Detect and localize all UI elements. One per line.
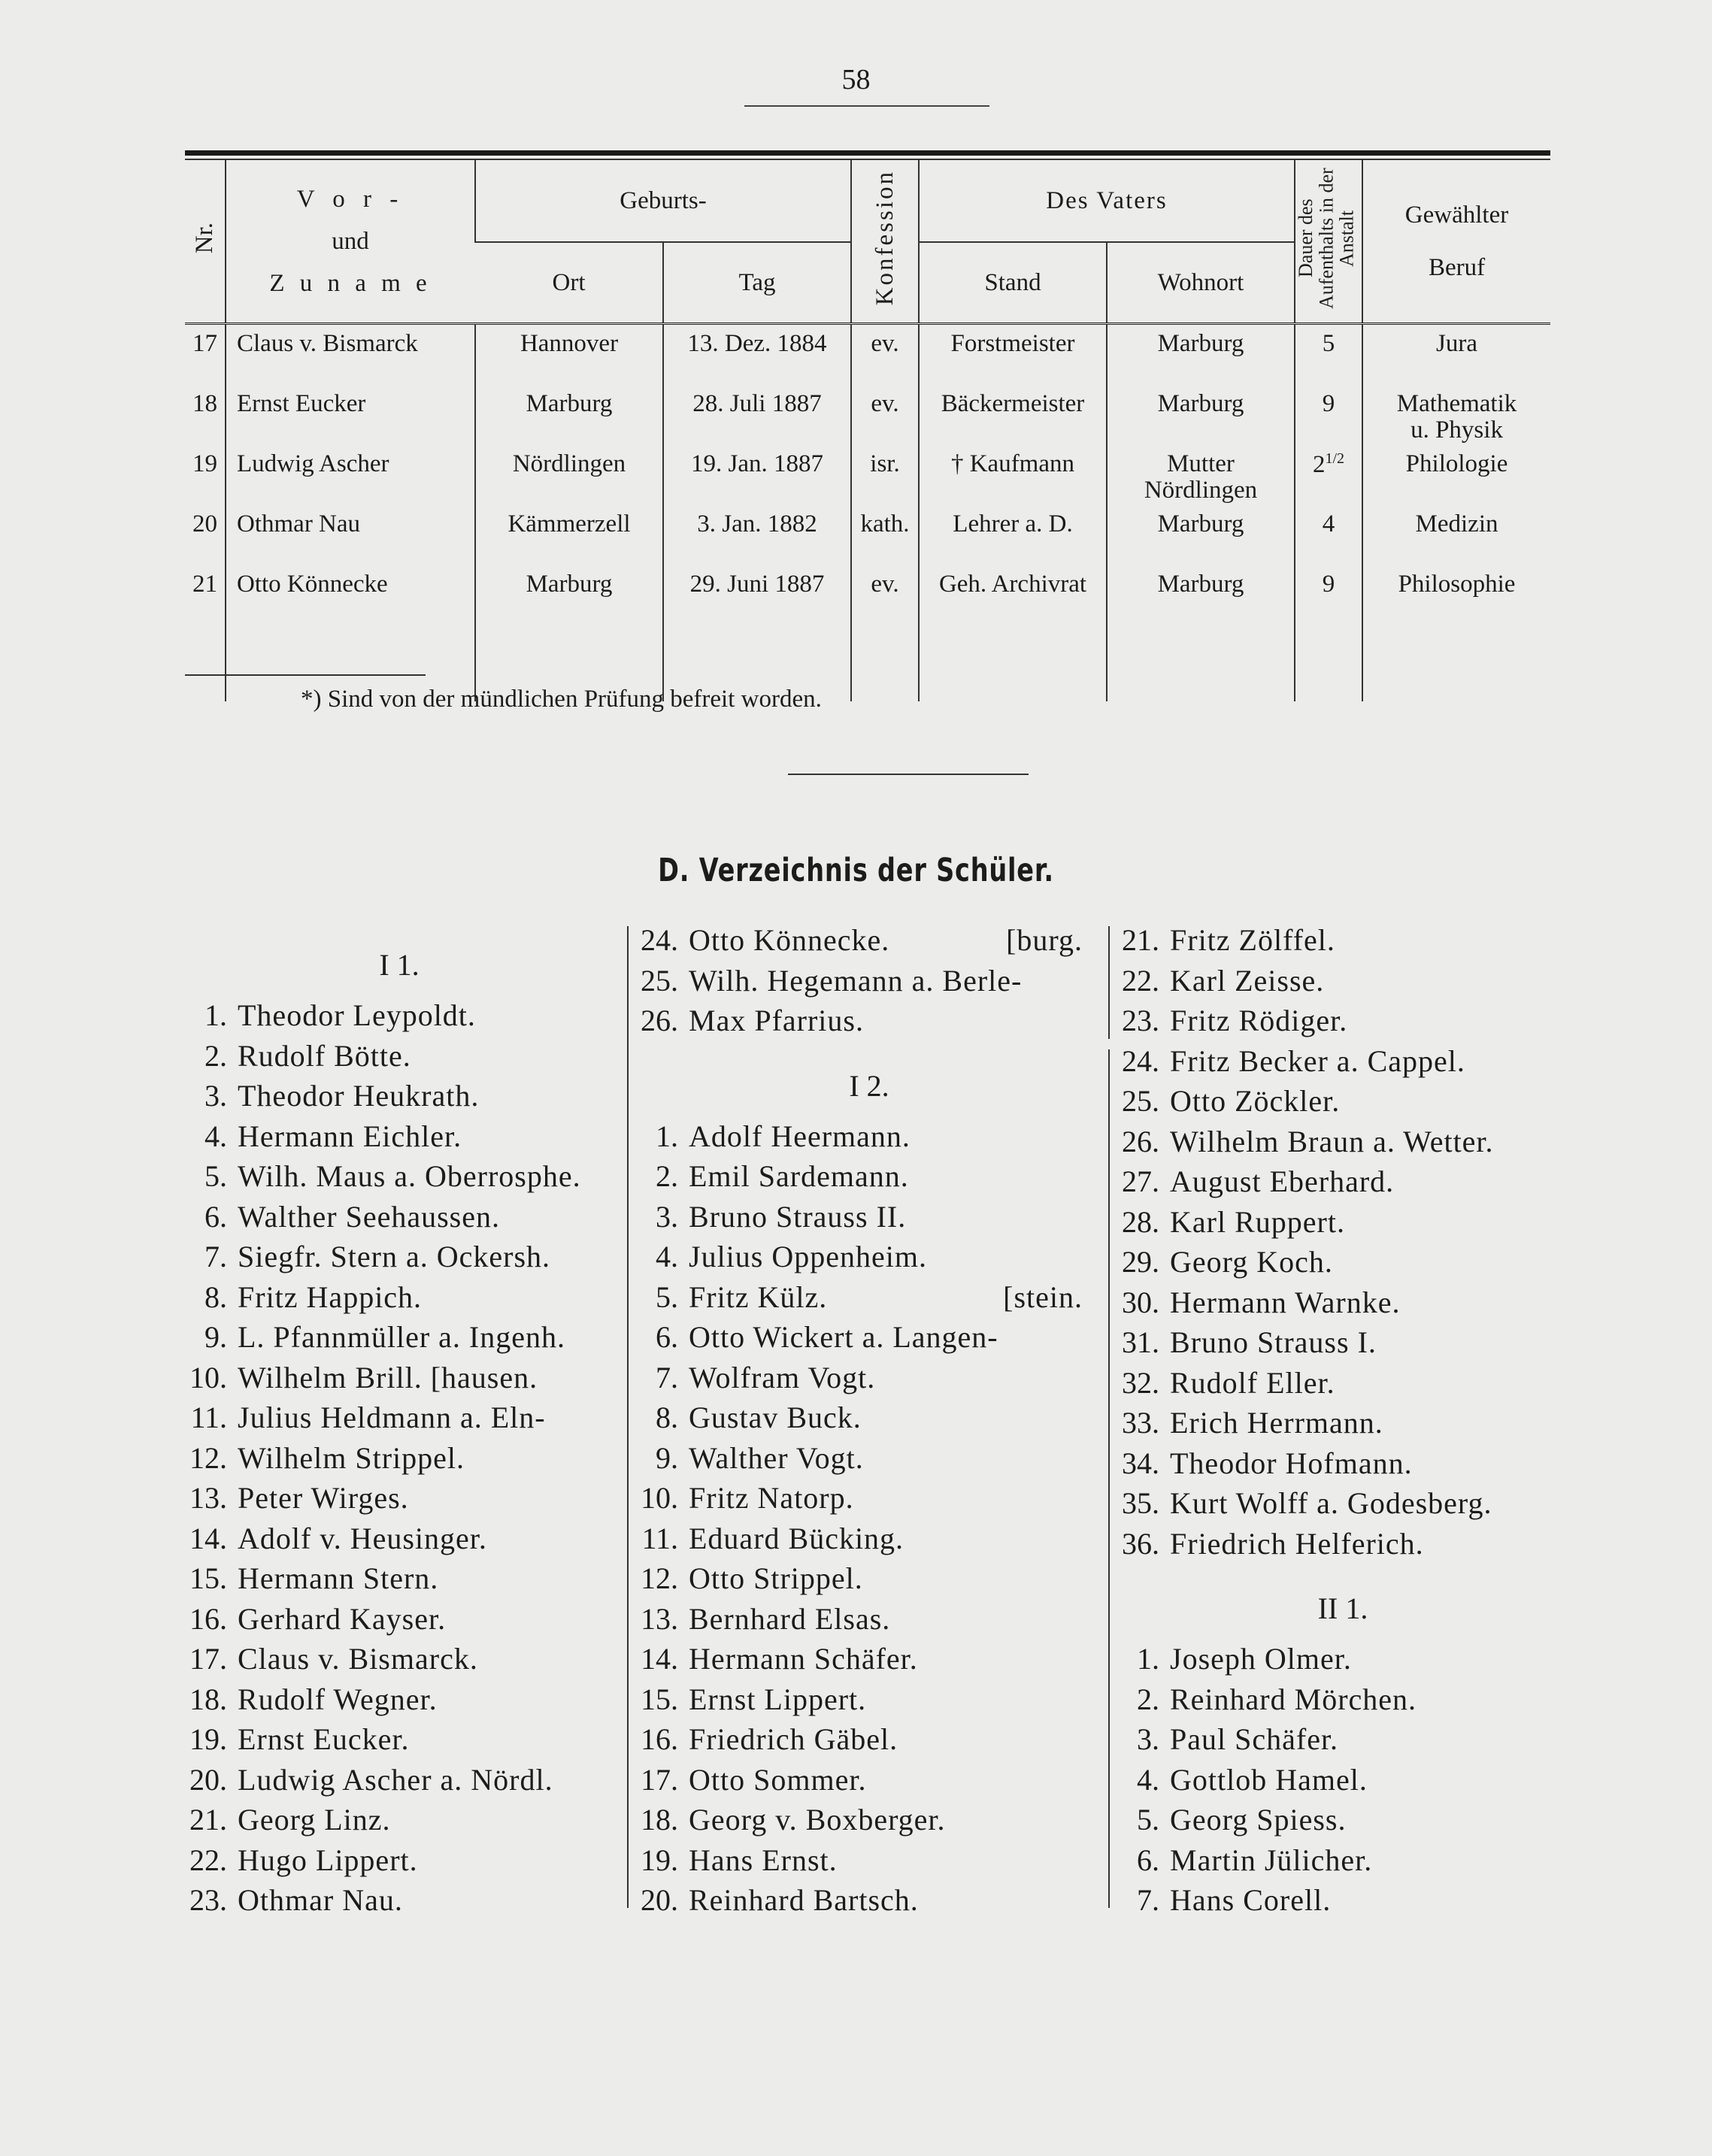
list-item [1110, 1760, 1576, 1800]
entry-number: 18. [641, 1803, 678, 1837]
entry-number: 17. [189, 1642, 227, 1676]
cell-wohnort: Marburg [1107, 324, 1295, 386]
entry-number: 19. [189, 1722, 227, 1756]
dauer-fraction: 1/2 [1325, 450, 1345, 467]
list-item [1110, 1322, 1576, 1363]
entry-number: 2. [656, 1159, 678, 1193]
student-name: Bernhard Elsas. [689, 1601, 891, 1636]
cell-dauer: 9 [1295, 385, 1362, 445]
student-name: Fritz Külz. [stein. [689, 1277, 1110, 1318]
entry-number: 18. [189, 1682, 227, 1716]
list-item [1110, 1524, 1576, 1564]
student-name: Rudolf Wegner. [238, 1682, 438, 1716]
table-row [185, 385, 1550, 445]
student-name: Reinhard Mörchen. [1170, 1682, 1417, 1716]
list-item [177, 1317, 621, 1358]
list-item [177, 1800, 621, 1840]
header-geburts: Geburts- [475, 160, 851, 242]
cell-dauer: 4 [1295, 505, 1362, 565]
entry-number: 23. [1122, 1004, 1159, 1037]
header-name: V o r - und Z u n a m e [226, 160, 475, 322]
student-name: Wilh. Maus a. Oberrosphe. [238, 1159, 581, 1193]
list-item [629, 1001, 1110, 1041]
entry-number: 31. [1122, 1325, 1159, 1359]
student-name: Peter Wirges. [238, 1481, 409, 1515]
cell-beruf: Philologie [1362, 445, 1550, 505]
cell-ort: Marburg [475, 385, 663, 445]
cell-konf: ev. [851, 565, 919, 625]
entry-number: 1. [1137, 1642, 1159, 1676]
cell-stand: Geh. Archivrat [919, 565, 1107, 625]
list-item [1110, 1800, 1576, 1840]
list-item [1110, 1719, 1576, 1760]
header-tag: Tag [663, 242, 851, 322]
column-divider-1 [627, 926, 629, 1908]
student-name: Emil Sardemann. [689, 1159, 909, 1193]
list-item [1110, 1679, 1576, 1720]
list-item [1110, 1443, 1576, 1484]
cell-stand: Bäckermeister [919, 385, 1107, 445]
entry-number: 3. [205, 1079, 227, 1113]
student-name: Wilhelm Brill. [hausen. [238, 1360, 538, 1394]
list-item [629, 1840, 1110, 1881]
student-name: Fritz Rödiger. [1170, 1004, 1348, 1037]
list-item [1110, 1242, 1576, 1282]
student-name: Erich Herrmann. [1170, 1406, 1383, 1440]
student-name: Georg Koch. [1170, 1245, 1333, 1279]
student-name: Eduard Bücking. [689, 1521, 904, 1555]
list-item [177, 1558, 621, 1599]
list-item [629, 1800, 1110, 1840]
list-item [629, 1438, 1110, 1479]
entry-number: 6. [205, 1199, 227, 1234]
table-row [185, 505, 1550, 565]
student-name: Bruno Strauss II. [689, 1199, 907, 1234]
cell-nr: 18 [192, 390, 217, 417]
student-name: Fritz Becker a. Cappel. [1170, 1043, 1465, 1078]
cell-ort: Kämmerzell [475, 505, 663, 565]
list-item [629, 1116, 1110, 1157]
list-item [177, 1639, 621, 1679]
line-continuation: [stein. [1003, 1279, 1083, 1314]
section-separator-rule [788, 774, 1029, 775]
student-name: Gottlob Hamel. [1170, 1762, 1368, 1797]
list-item [177, 995, 621, 1036]
list-item [177, 1116, 621, 1157]
cell-tag: 19. Jan. 1887 [663, 445, 851, 505]
list-item [1110, 1483, 1576, 1524]
list-item [177, 1880, 621, 1921]
page-number-rule [744, 105, 989, 107]
list-item [177, 1277, 621, 1318]
student-name: Fritz Happich. [238, 1279, 423, 1314]
column-divider-2 [1108, 926, 1110, 1039]
header-des-vaters: Des Vaters [919, 160, 1295, 242]
cell-ort: Hannover [475, 324, 663, 386]
entry-number: 16. [189, 1601, 227, 1636]
entry-number: 26. [1122, 1124, 1159, 1158]
cell-tag: 28. Juli 1887 [663, 385, 851, 445]
cell-dauer: 5 [1295, 324, 1362, 386]
cell-beruf: Mathematik u. Physik [1362, 385, 1550, 445]
cell-stand: † Kaufmann [919, 445, 1107, 505]
student-name: Hans Ernst. [689, 1843, 838, 1877]
student-name: Otto Strippel. [689, 1561, 863, 1595]
header-ort: Ort [475, 242, 663, 322]
list-item [177, 1478, 621, 1519]
list-item [1110, 1639, 1576, 1679]
entry-number: 20. [189, 1762, 227, 1797]
class-heading: I 1. [379, 948, 420, 982]
student-name: Ludwig Ascher a. Nördl. [238, 1762, 553, 1797]
student-name: Paul Schäfer. [1170, 1722, 1339, 1756]
entry-number: 27. [1122, 1164, 1159, 1198]
list-item [1110, 1081, 1576, 1122]
entry-number: 8. [205, 1279, 227, 1314]
student-name: Otto Sommer. [689, 1762, 867, 1797]
cell-tag: 13. Dez. 1884 [663, 324, 851, 386]
student-name: Bruno Strauss I. [1170, 1325, 1377, 1359]
entry-number: 25. [1122, 1084, 1159, 1118]
student-name: Otto Zöckler. [1170, 1084, 1341, 1118]
list-item [629, 1478, 1110, 1519]
list-item [629, 1397, 1110, 1438]
student-name: Karl Ruppert. [1170, 1204, 1345, 1239]
student-name: Adolf Heermann. [689, 1119, 911, 1153]
list-item [629, 1237, 1110, 1277]
entry-number: 5. [656, 1279, 678, 1314]
cell-beruf: Philosophie [1362, 565, 1550, 625]
list-item [629, 1760, 1110, 1800]
entry-number: 15. [641, 1682, 678, 1716]
list-item [177, 1840, 621, 1881]
student-name: August Eberhard. [1170, 1164, 1395, 1198]
entry-number: 33. [1122, 1406, 1159, 1440]
list-item [1110, 1001, 1576, 1041]
entry-number: 4. [656, 1240, 678, 1273]
entry-number: 9. [205, 1320, 227, 1354]
student-name: Georg v. Boxberger. [689, 1803, 946, 1837]
class-heading: II 1. [1317, 1591, 1368, 1625]
student-name: Friedrich Helferich. [1170, 1526, 1424, 1561]
entry-number: 35. [1122, 1486, 1159, 1520]
student-name: Hermann Warnke. [1170, 1285, 1401, 1319]
entry-number: 4. [1137, 1762, 1159, 1797]
footnote: *) Sind von der mündlichen Prüfung befreit worden. [301, 686, 822, 713]
entry-number: 15. [189, 1561, 227, 1595]
cell-beruf: Medizin [1362, 505, 1550, 565]
cell-dauer: 9 [1295, 565, 1362, 625]
entry-number: 3. [656, 1199, 678, 1234]
cell-stand: Lehrer a. D. [919, 505, 1107, 565]
list-item [1110, 1282, 1576, 1323]
list-item [629, 1558, 1110, 1599]
cell-nr: 17 [192, 330, 217, 357]
cell-konf: ev. [851, 324, 919, 386]
student-column-2 [629, 920, 1110, 1921]
entry-number: 32. [1122, 1365, 1159, 1400]
table-row [185, 445, 1550, 505]
list-item [177, 1438, 621, 1479]
section-title: D. Verzeichnis der Schüler. [658, 852, 1054, 889]
cell-name: Claus v. Bismarck [226, 324, 475, 386]
entry-number: 21. [1122, 923, 1159, 957]
student-name: Theodor Heukrath. [238, 1079, 480, 1113]
list-item [629, 920, 1110, 961]
list-item [177, 1599, 621, 1640]
student-name: L. Pfannmüller a. Ingenh. [238, 1320, 565, 1354]
list-item [177, 1719, 621, 1760]
entry-number: 24. [1122, 1043, 1159, 1078]
entry-number: 14. [189, 1521, 227, 1555]
column-divider-2b [1108, 1049, 1110, 1908]
list-item [1110, 1880, 1576, 1921]
list-item [1110, 1840, 1576, 1881]
entry-number: 16. [641, 1722, 678, 1756]
student-name: Rudolf Eller. [1170, 1365, 1335, 1400]
abitur-table [185, 160, 1550, 701]
table-top-rule [185, 150, 1550, 156]
student-column-3 [1110, 920, 1576, 1921]
header-wohnort: Wohnort [1107, 242, 1295, 322]
student-name: Othmar Nau. [238, 1883, 403, 1917]
abiturienten-table [185, 150, 1550, 701]
student-name: Theodor Leypoldt. [238, 998, 476, 1032]
entry-number: 6. [656, 1320, 678, 1354]
list-item [1110, 1122, 1576, 1162]
student-name: Julius Heldmann a. Eln- [238, 1400, 546, 1434]
list-item [629, 1317, 1110, 1358]
header-nr: Nr. [191, 222, 219, 254]
student-name: Julius Oppenheim. [689, 1240, 927, 1273]
line-continuation: [burg. [1006, 923, 1083, 957]
entry-number: 13. [189, 1481, 227, 1515]
page-number: 58 [841, 64, 871, 95]
student-name: Georg Spiess. [1170, 1803, 1347, 1837]
student-name: Wilhelm Strippel. [238, 1440, 465, 1475]
entry-number: 6. [1137, 1843, 1159, 1877]
student-name: Fritz Natorp. [689, 1481, 854, 1515]
cell-dauer: $2^{1/2}$ [1295, 445, 1362, 505]
student-name: Ernst Eucker. [238, 1722, 410, 1756]
cell-nr: 19 [192, 450, 217, 477]
list-item [629, 1679, 1110, 1720]
entry-number: 20. [641, 1883, 678, 1917]
student-name: Wilhelm Braun a. Wetter. [1170, 1124, 1494, 1158]
cell-wohnort: Marburg [1107, 385, 1295, 445]
list-item [629, 1880, 1110, 1921]
entry-number: 12. [189, 1440, 227, 1475]
cell-wohnort: Mutter Nördlingen [1107, 445, 1295, 505]
table-row [185, 565, 1550, 625]
cell-tag: 29. Juni 1887 [663, 565, 851, 625]
cell-nr: 21 [192, 571, 217, 598]
entry-number: 7. [1137, 1883, 1159, 1917]
header-dauer: Dauer des Aufenthalts in der Anstalt [1295, 160, 1362, 322]
cell-konf: ev. [851, 385, 919, 445]
student-name: Otto Könnecke. [burg. [689, 920, 1110, 961]
list-item [629, 1639, 1110, 1679]
student-name: Walther Seehaussen. [238, 1199, 500, 1234]
student-name: Adolf v. Heusinger. [238, 1521, 487, 1555]
list-item [177, 1519, 621, 1559]
student-name: Hugo Lippert. [238, 1843, 418, 1877]
list-item [1110, 1202, 1576, 1243]
cell-ort: Nördlingen [475, 445, 663, 505]
entry-number: 7. [656, 1360, 678, 1394]
entry-number: 2. [1137, 1682, 1159, 1716]
student-name: Kurt Wolff a. Godesberg. [1170, 1486, 1492, 1520]
student-name: Joseph Olmer. [1170, 1642, 1352, 1676]
entry-number: 11. [641, 1521, 678, 1555]
entry-number: 22. [1122, 963, 1159, 998]
entry-number: 19. [641, 1843, 678, 1877]
entry-number: 30. [1122, 1285, 1159, 1319]
cell-name: Otto Könnecke [226, 565, 475, 625]
student-name: Gerhard Kayser. [238, 1601, 447, 1636]
list-item [177, 1358, 621, 1398]
header-beruf: Gewählter Beruf [1362, 160, 1550, 322]
entry-number: 1. [205, 998, 227, 1032]
cell-beruf: Jura [1362, 324, 1550, 386]
student-column-1 [177, 920, 621, 1921]
list-item [629, 1358, 1110, 1398]
abitur-table-body [185, 324, 1550, 702]
entry-number: 14. [641, 1642, 678, 1676]
list-item [629, 1197, 1110, 1237]
entry-number: 29. [1122, 1245, 1159, 1279]
student-name: Georg Linz. [238, 1803, 391, 1837]
cell-konf: kath. [851, 505, 919, 565]
entry-number: 5. [205, 1159, 227, 1193]
entry-number: 24. [641, 923, 678, 957]
cell-name: Ludwig Ascher [226, 445, 475, 505]
list-item [1110, 1403, 1576, 1443]
student-name: Hermann Schäfer. [689, 1642, 918, 1676]
entry-number: 2. [205, 1038, 227, 1073]
list-item [629, 1519, 1110, 1559]
entry-number: 17. [641, 1762, 678, 1797]
student-name: Claus v. Bismarck. [238, 1642, 478, 1676]
entry-number: 26. [641, 1004, 678, 1037]
header-stand: Stand [919, 242, 1107, 322]
entry-number: 4. [205, 1119, 227, 1153]
entry-number: 25. [641, 963, 678, 998]
entry-number: 8. [656, 1400, 678, 1434]
student-name: Max Pfarrius. [689, 1004, 864, 1037]
student-name: Gustav Buck. [689, 1400, 862, 1434]
table-row [185, 324, 1550, 386]
list-item [629, 961, 1110, 1001]
student-name: Wilh. Hegemann a. Berle- [689, 963, 1023, 998]
list-item [629, 1277, 1110, 1318]
list-item [1110, 1363, 1576, 1404]
header-konfession: Konfession [851, 160, 919, 322]
entry-number: 12. [641, 1561, 678, 1595]
entry-number: 1. [656, 1119, 678, 1153]
entry-number: 21. [189, 1803, 227, 1837]
cell-konf: isr. [851, 445, 919, 505]
entry-number: 11. [190, 1400, 227, 1434]
student-name: Reinhard Bartsch. [689, 1883, 919, 1917]
list-item [629, 1156, 1110, 1197]
cell-name: Ernst Eucker [226, 385, 475, 445]
list-item [177, 1076, 621, 1116]
entry-number: 5. [1137, 1803, 1159, 1837]
entry-number: 22. [189, 1843, 227, 1877]
student-name: Otto Wickert a. Langen- [689, 1320, 998, 1354]
student-name: Friedrich Gäbel. [689, 1722, 898, 1756]
list-item [177, 1197, 621, 1237]
list-item [1110, 920, 1576, 961]
list-item [177, 1036, 621, 1076]
student-name: Rudolf Bötte. [238, 1038, 411, 1073]
list-item [177, 1679, 621, 1720]
cell-stand: Forstmeister [919, 324, 1107, 386]
entry-number: 7. [205, 1240, 227, 1273]
list-item [629, 1599, 1110, 1640]
list-item [177, 1397, 621, 1438]
list-item [1110, 1041, 1576, 1082]
entry-number: 3. [1137, 1722, 1159, 1756]
cell-nr: 20 [192, 510, 217, 537]
entry-number: 10. [641, 1481, 678, 1515]
list-item [177, 1237, 621, 1277]
student-name: Fritz Zölffel. [1170, 923, 1335, 957]
footnote-rule [185, 674, 426, 676]
student-name: Ernst Lippert. [689, 1682, 867, 1716]
student-name: Karl Zeisse. [1170, 963, 1325, 998]
entry-number: 10. [189, 1360, 227, 1394]
cell-wohnort: Marburg [1107, 505, 1295, 565]
class-heading: I 2. [849, 1068, 889, 1103]
cell-wohnort: Marburg [1107, 565, 1295, 625]
list-item [177, 1156, 621, 1197]
list-item [1110, 961, 1576, 1001]
student-name: Hermann Eichler. [238, 1119, 462, 1153]
entry-number: 34. [1122, 1446, 1159, 1480]
student-name: Hermann Stern. [238, 1561, 439, 1595]
list-item [1110, 1161, 1576, 1202]
entry-number: 13. [641, 1601, 678, 1636]
student-name: Wolfram Vogt. [689, 1360, 876, 1394]
cell-name: Othmar Nau [226, 505, 475, 565]
student-name: Hans Corell. [1170, 1883, 1332, 1917]
student-name: Siegfr. Stern a. Ockersh. [238, 1240, 551, 1273]
cell-tag: 3. Jan. 1882 [663, 505, 851, 565]
student-name: Martin Jülicher. [1170, 1843, 1373, 1877]
list-item [629, 1719, 1110, 1760]
entry-number: 28. [1122, 1204, 1159, 1239]
list-item [177, 1760, 621, 1800]
entry-number: 23. [189, 1883, 227, 1917]
cell-ort: Marburg [475, 565, 663, 625]
entry-number: 36. [1122, 1526, 1159, 1561]
entry-number: 9. [656, 1440, 678, 1475]
student-name: Walther Vogt. [689, 1440, 864, 1475]
student-name: Theodor Hofmann. [1170, 1446, 1413, 1480]
